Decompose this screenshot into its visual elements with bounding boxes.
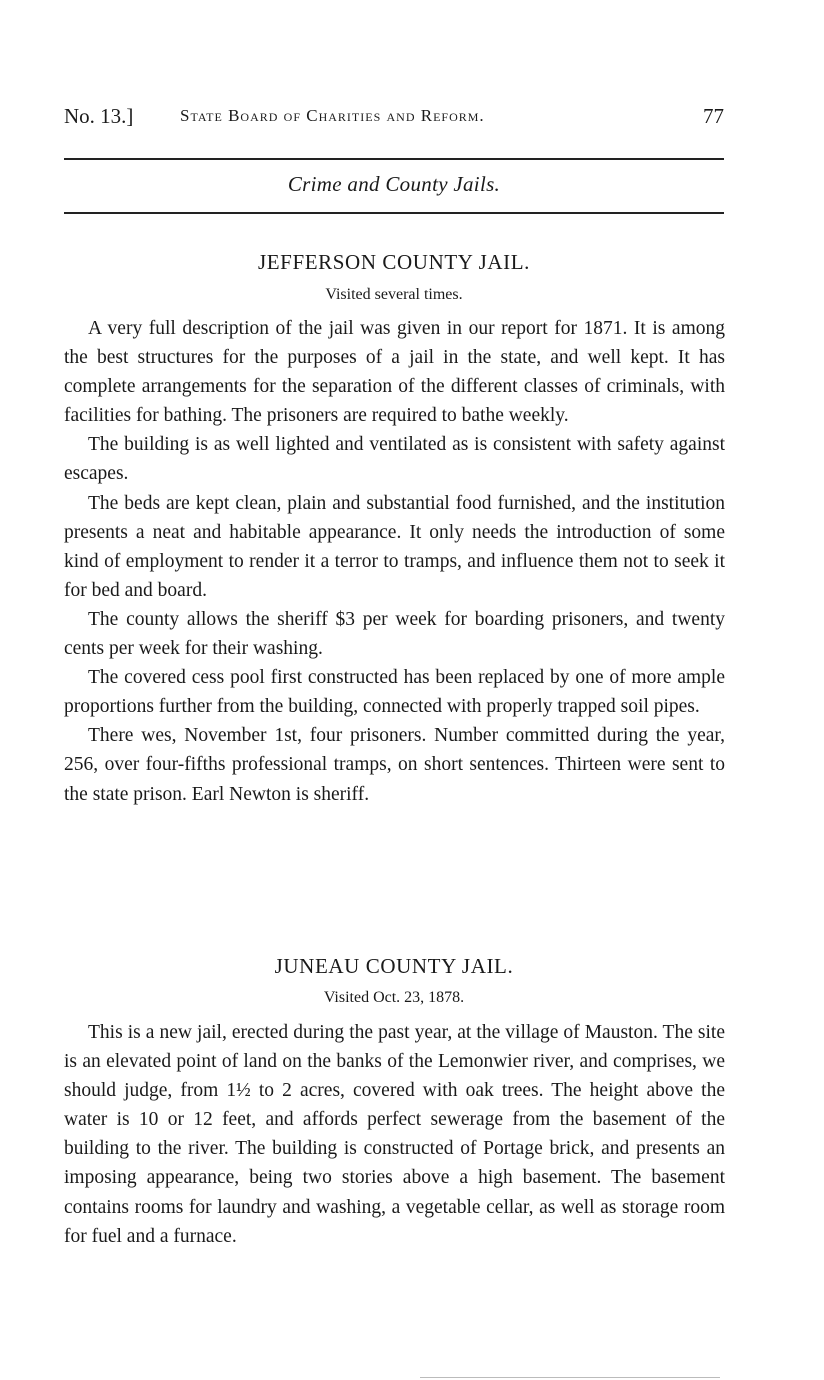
header-rule-top	[64, 158, 724, 160]
header-rule-bottom	[64, 212, 724, 214]
paragraph: The beds are kept clean, plain and substantial food furnished, and the institution presents a neat and habitable appearance. It only needs the introduction of some kind of employment to render it a terror to tramps, and influence them not to seek it for bed and board.	[64, 492, 725, 601]
section-title: Crime and County Jails.	[287, 172, 501, 196]
running-head-title: State Board of Charities and Reform.	[180, 106, 485, 125]
jefferson-jail-visit-note: Visited several times.	[325, 286, 463, 303]
running-head	[64, 104, 724, 132]
paragraph: A very full description of the jail was given in our report for 1871. It is among the best structures for the purposes of a jail in the state, and well kept. It has complete arrangements for the separation of the different classes of criminals, with facilities for bathing. The prisoners are required to bathe weekly.	[64, 318, 725, 427]
paragraph: The covered cess pool first constructed has been replaced by one of more ample proportions further from the building, connected with properly trapped soil pipes.	[64, 667, 725, 718]
juneau-jail-body	[64, 1018, 725, 1251]
jefferson-jail-heading: JEFFERSON COUNTY JAIL.	[257, 250, 531, 274]
juneau-jail-visit-note: Visited Oct. 23, 1878.	[323, 989, 465, 1006]
juneau-jail-heading: JUNEAU COUNTY JAIL.	[274, 954, 514, 978]
jefferson-jail-body	[64, 314, 725, 809]
paragraph: The building is as well lighted and ventilated as is consistent with safety against escapes.	[64, 434, 725, 485]
page-number: 77	[703, 104, 724, 128]
paragraph: This is a new jail, erected during the past year, at the village of Mauston. The site is an elevated point of land on the banks of the Lemonwier river, and comprises, we should judge, from 1½ to 2 acres, covered with oak trees. The height above the water is 10 or 12 feet, and affords perfect sewerage from the basement of the building to the river. The building is constructed of Portage brick, and presents an imposing appearance, being two stories above a high basement. The basement contains rooms for laundry and washing, a vegetable cellar, as well as storage room for fuel and a furnace.	[64, 1022, 725, 1247]
report-number: No. 13.]	[64, 104, 134, 128]
paragraph: The county allows the sheriff $3 per week for boarding prisoners, and twenty cents per week for their washing.	[64, 608, 725, 660]
paragraph: There wes, November 1st, four prisoners. Number committed during the year, 256, over four-fifths professional tramps, on short sentences. Thirteen were sent to the state prison. Earl Newton is sheriff.	[64, 725, 725, 805]
footer-rule	[420, 1377, 720, 1378]
